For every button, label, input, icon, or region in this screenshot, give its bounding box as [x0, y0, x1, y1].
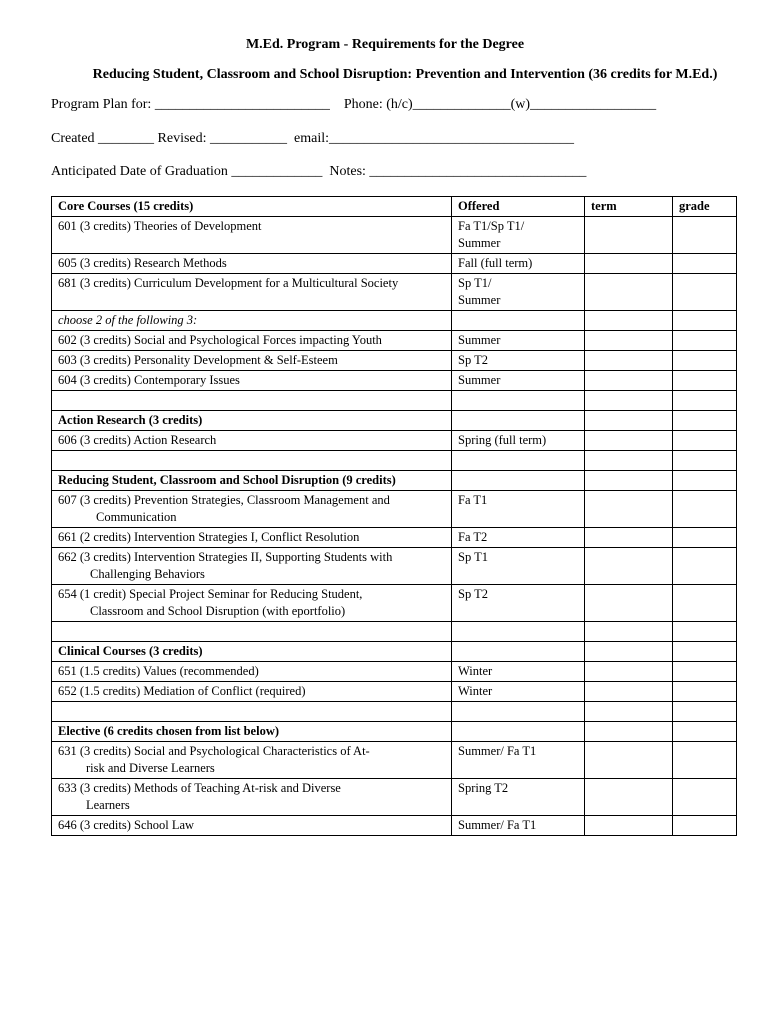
offered-cell: Summer/ Fa T1 [452, 816, 585, 836]
grade-cell [673, 682, 737, 702]
grade-cell [673, 528, 737, 548]
term-cell [585, 662, 673, 682]
table-row [52, 197, 737, 217]
course-606: 606 (3 credits) Action Research [52, 431, 452, 451]
blank-row [52, 451, 737, 471]
term-cell [585, 311, 673, 331]
blank-row [52, 391, 737, 411]
term-cell [585, 274, 673, 311]
term-cell [585, 371, 673, 391]
term-cell [585, 528, 673, 548]
offered-cell: Winter [452, 682, 585, 702]
offered-cell: Winter [452, 662, 585, 682]
table-row [52, 816, 737, 836]
choose-instruction: choose 2 of the following 3: [52, 311, 452, 331]
grade-cell [673, 351, 737, 371]
offered-cell: Sp T1/ Summer [452, 274, 585, 311]
term-cell [585, 411, 673, 431]
term-cell [585, 642, 673, 662]
term-cell [585, 585, 673, 622]
grade-cell [673, 722, 737, 742]
table-row [52, 217, 737, 254]
grade-cell [673, 311, 737, 331]
term-cell [585, 779, 673, 816]
course-602: 602 (3 credits) Social and Psychological Forces impacting Youth [52, 331, 452, 351]
offered-cell [452, 722, 585, 742]
action-research-heading: Action Research (3 credits) [52, 411, 452, 431]
table-row [52, 548, 737, 585]
course-605: 605 (3 credits) Research Methods [52, 254, 452, 274]
table-row [52, 351, 737, 371]
offered-cell [452, 642, 585, 662]
grade-header: grade [673, 197, 737, 217]
grade-cell [673, 779, 737, 816]
term-cell [585, 254, 673, 274]
course-607: 607 (3 credits) Prevention Strategies, Classroom Management and Communication [52, 491, 452, 528]
table-row [52, 642, 737, 662]
term-cell [585, 351, 673, 371]
offered-header: Offered [452, 197, 585, 217]
grade-cell [673, 254, 737, 274]
document-title: M.Ed. Program - Requirements for the Degree [245, 37, 525, 52]
offered-cell: Summer [452, 331, 585, 351]
table-row [52, 585, 737, 622]
offered-cell: Fa T1/Sp T1/ Summer [452, 217, 585, 254]
table-row [52, 528, 737, 548]
table-row [52, 662, 737, 682]
table-row [52, 742, 737, 779]
course-661: 661 (2 credits) Intervention Strategies I, Conflict Resolution [52, 528, 452, 548]
offered-cell: Sp T2 [452, 585, 585, 622]
graduation-notes-line: Anticipated Date of Graduation _____________ Notes: _______________________________ [51, 164, 587, 179]
term-cell [585, 431, 673, 451]
created-revised-email-line: Created ________ Revised: ___________ email:___________________________________ [51, 131, 575, 146]
grade-cell [673, 491, 737, 528]
table-row [52, 722, 737, 742]
term-cell [585, 722, 673, 742]
table-row [52, 311, 737, 331]
table-row [52, 411, 737, 431]
table-row [52, 431, 737, 451]
course-681: 681 (3 credits) Curriculum Development for a Multicultural Society [52, 274, 452, 311]
course-601: 601 (3 credits) Theories of Development [52, 217, 452, 254]
course-603: 603 (3 credits) Personality Development & Self-Esteem [52, 351, 452, 371]
course-631: 631 (3 credits) Social and Psychological Characteristics of At- risk and Diverse Learners [52, 742, 452, 779]
offered-cell: Sp T1 [452, 548, 585, 585]
offered-cell [452, 411, 585, 431]
program-plan-line: Program Plan for: _________________________ Phone: (h/c)______________(w)__________________ [51, 97, 657, 112]
course-646: 646 (3 credits) School Law [52, 816, 452, 836]
course-654: 654 (1 credit) Special Project Seminar for Reducing Student, Classroom and School Disruption (with eportfolio) [52, 585, 452, 622]
table-row [52, 779, 737, 816]
elective-heading: Elective (6 credits chosen from list below) [52, 722, 452, 742]
term-header: term [585, 197, 673, 217]
course-651: 651 (1.5 credits) Values (recommended) [52, 662, 452, 682]
grade-cell [673, 371, 737, 391]
offered-cell: Spring (full term) [452, 431, 585, 451]
grade-cell [673, 431, 737, 451]
term-cell [585, 816, 673, 836]
term-cell [585, 742, 673, 779]
course-652: 652 (1.5 credits) Mediation of Conflict (required) [52, 682, 452, 702]
blank-row [52, 622, 737, 642]
disruption-heading: Reducing Student, Classroom and School Disruption (9 credits) [52, 471, 452, 491]
offered-cell: Fa T1 [452, 491, 585, 528]
offered-cell [452, 311, 585, 331]
grade-cell [673, 642, 737, 662]
table-row [52, 471, 737, 491]
core-courses-heading: Core Courses (15 credits) [52, 197, 452, 217]
term-cell [585, 491, 673, 528]
grade-cell [673, 274, 737, 311]
term-cell [585, 331, 673, 351]
grade-cell [673, 331, 737, 351]
term-cell [585, 217, 673, 254]
grade-cell [673, 548, 737, 585]
course-633: 633 (3 credits) Methods of Teaching At-risk and Diverse Learners [52, 779, 452, 816]
table-row [52, 254, 737, 274]
course-662: 662 (3 credits) Intervention Strategies II, Supporting Students with Challenging Behaviors [52, 548, 452, 585]
term-cell [585, 471, 673, 491]
grade-cell [673, 217, 737, 254]
table-row [52, 274, 737, 311]
offered-cell: Spring T2 [452, 779, 585, 816]
grade-cell [673, 585, 737, 622]
offered-cell: Fall (full term) [452, 254, 585, 274]
offered-cell [452, 471, 585, 491]
table-row [52, 371, 737, 391]
table-row [52, 491, 737, 528]
program-subtitle: Reducing Student, Classroom and School Disruption: Prevention and Intervention (36 credits for M.Ed.) [92, 67, 718, 82]
clinical-heading: Clinical Courses (3 credits) [52, 642, 452, 662]
grade-cell [673, 411, 737, 431]
grade-cell [673, 662, 737, 682]
table-row [52, 331, 737, 351]
blank-row [52, 702, 737, 722]
term-cell [585, 682, 673, 702]
course-604: 604 (3 credits) Contemporary Issues [52, 371, 452, 391]
offered-cell: Sp T2 [452, 351, 585, 371]
term-cell [585, 548, 673, 585]
grade-cell [673, 816, 737, 836]
offered-cell: Summer/ Fa T1 [452, 742, 585, 779]
requirements-table [51, 196, 737, 836]
offered-cell: Summer [452, 371, 585, 391]
offered-cell: Fa T2 [452, 528, 585, 548]
table-row [52, 682, 737, 702]
grade-cell [673, 742, 737, 779]
grade-cell [673, 471, 737, 491]
